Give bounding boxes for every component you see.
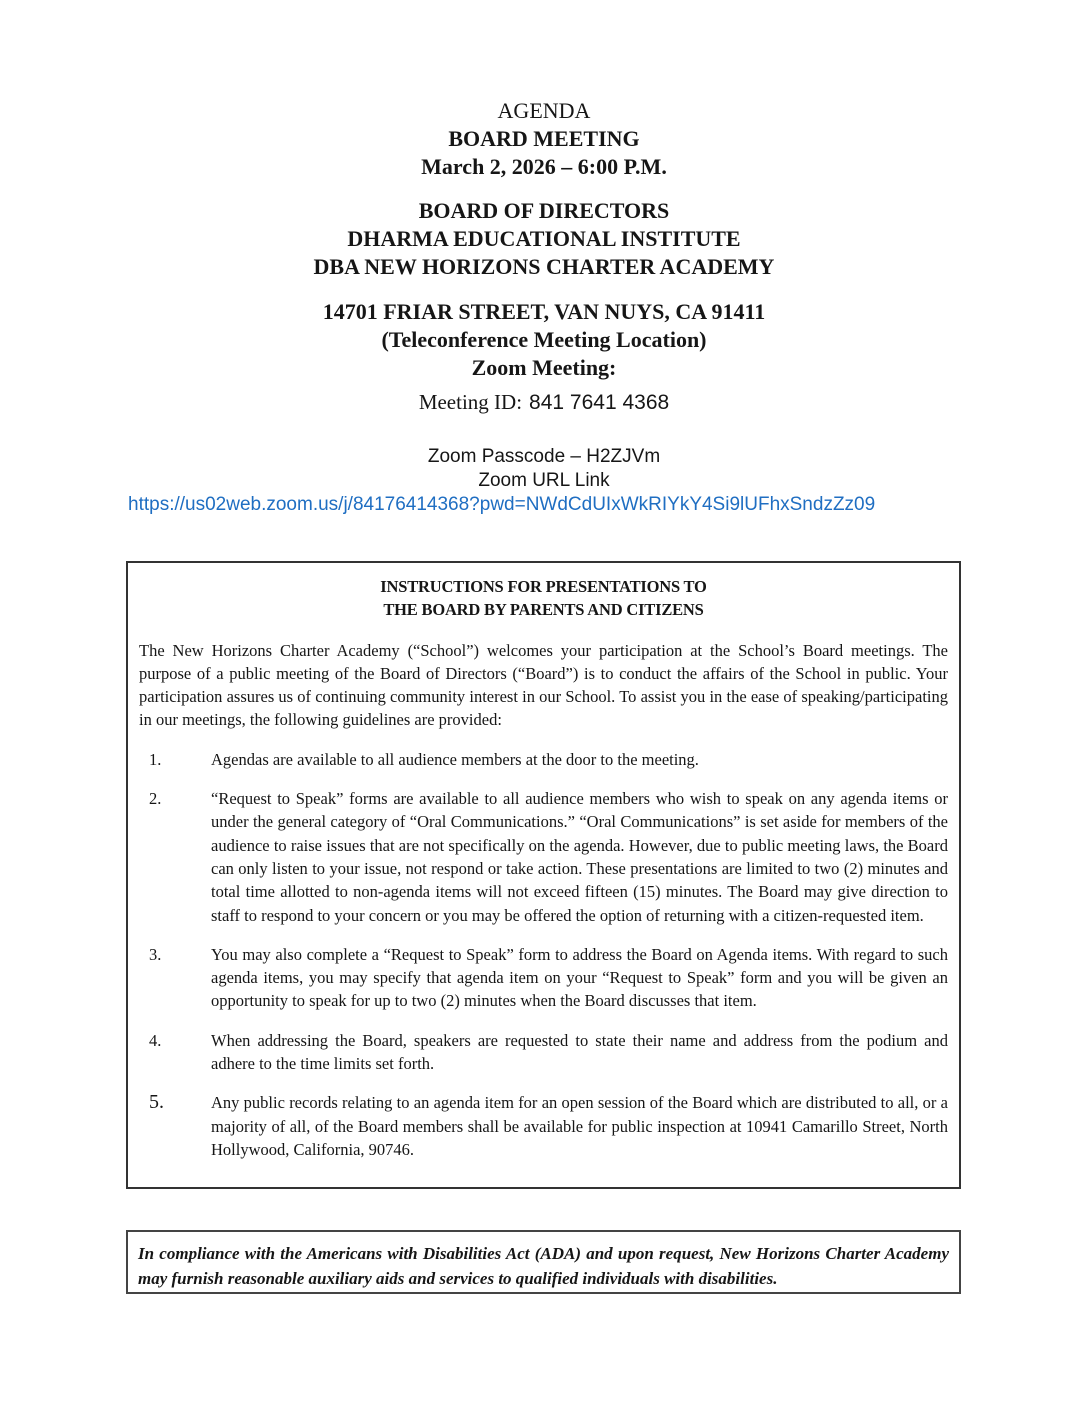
item-5-text: Any public records relating to an agenda item for an open session of the Board which are distributed to all, or a majority of all, of the Board members shall be available for public inspection at 10941 Camarillo Street, North Hollywood, California, 90746. (211, 1093, 948, 1159)
zoom-meeting-label: Zoom Meeting: (471, 355, 617, 380)
instructions-title (139, 575, 948, 622)
item-4-number: 4. (149, 1030, 162, 1050)
document-header (0, 97, 1088, 517)
ada-compliance-box (126, 1230, 961, 1294)
meeting-id-label: Meeting ID: (418, 390, 523, 414)
meeting-datetime: March 2, 2026 – 6:00 P.M. (421, 154, 667, 179)
location-block (0, 298, 1088, 382)
teleconference-note: (Teleconference Meeting Location) (381, 327, 707, 352)
zoom-url-link[interactable]: https://us02web.zoom.us/j/84176414368?pwd=NWdCdUIxWkRIYkY4Si9lUFhxSndzZz09 (128, 494, 876, 515)
instruction-item-4 (139, 1029, 948, 1076)
zoom-url-label: Zoom URL Link (478, 470, 610, 491)
organization-block (0, 197, 1088, 281)
item-1-number: 1. (149, 749, 162, 769)
ada-compliance-text: In compliance with the Americans with Disabilities Act (ADA) and upon request, New Horizons Charter Academy may furnish reasonable auxiliary aids and services to qualified individuals with disabilities. (138, 1244, 949, 1288)
instruction-item-3 (139, 943, 948, 1013)
instruction-item-1 (139, 748, 948, 771)
org-line-dba: DBA NEW HORIZONS CHARTER ACADEMY (313, 254, 775, 279)
item-5-number: 5. (149, 1091, 164, 1114)
org-line-institute: DHARMA EDUCATIONAL INSTITUTE (347, 226, 741, 251)
instructions-title-line1: INSTRUCTIONS FOR PRESENTATIONS TO (380, 577, 707, 596)
item-3-text: You may also complete a “Request to Speak” form to address the Board on Agenda items. With regard to such agenda items, you may specify that agenda item on your “Request to Speak” form and you will be given an opportunity to speak for up to two (2) minutes when the Board discusses that item. (211, 944, 948, 1011)
item-2-number: 2. (149, 789, 162, 809)
street-address: 14701 FRIAR STREET, VAN NUYS, CA 91411 (322, 299, 766, 324)
instruction-item-5 (139, 1091, 948, 1161)
instructions-intro: The New Horizons Charter Academy (“School”) welcomes your participation at the School’s Board meetings. The purpose of a public meeting of the Board of Directors (“Board”) is to conduct the affairs of the School in public. Your participation assures us of continuing community interest in our School. To assist you in the ease of speaking/participating in our meetings, the following guidelines are provided: (139, 640, 948, 730)
item-3-number: 3. (149, 944, 162, 964)
item-4-text: When addressing the Board, speakers are requested to state their name and address from the podium and adhere to the time limits set forth. (211, 1030, 948, 1074)
meeting-id-line (0, 388, 1088, 417)
instructions-title-line2: THE BOARD BY PARENTS AND CITIZENS (383, 600, 704, 620)
zoom-access-block (0, 445, 1088, 517)
item-2-text: “Request to Speak” forms are available to all audience members who wish to speak on any agenda items or under the general category of “Oral Communications.” “Oral Communications” is set aside for members of the audience to raise issues that are not specifically on the agenda. However, due to public meeting laws, the Board can only listen to your issue, not respond or take action. These presentations are limited to two (2) minutes and total time allotted to non-agenda items will not exceed fifteen (15) minutes. The Board may give direction to staff to respond to your concern or you may be offered the option of returning with a citizen-requested item. (211, 789, 948, 925)
item-1-text: Agendas are available to all audience members at the door to the meeting. (211, 749, 699, 769)
agenda-label: AGENDA (497, 98, 591, 123)
org-line-board: BOARD OF DIRECTORS (418, 198, 670, 223)
instruction-item-2 (139, 787, 948, 927)
meeting-title: BOARD MEETING (448, 126, 640, 151)
meeting-id-value: 841 7641 4368 (529, 391, 670, 414)
zoom-passcode: Zoom Passcode – H2ZJVm (427, 446, 661, 467)
instructions-box (126, 561, 961, 1189)
zoom-url-line (128, 493, 1088, 517)
